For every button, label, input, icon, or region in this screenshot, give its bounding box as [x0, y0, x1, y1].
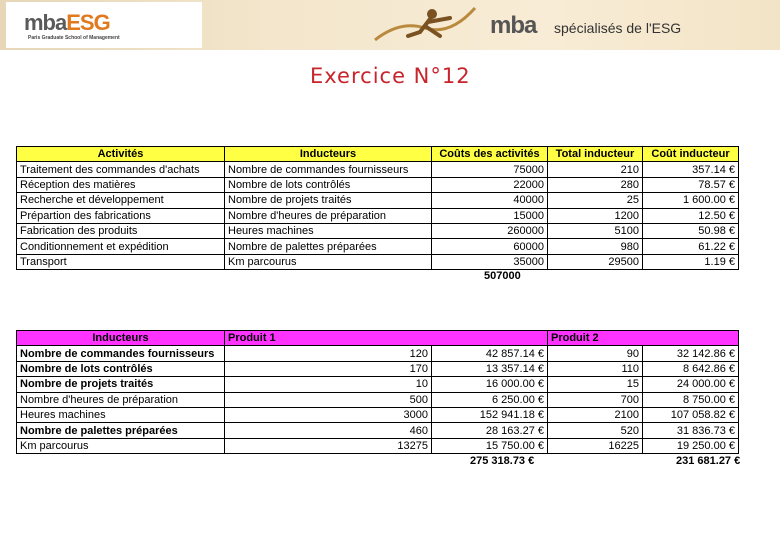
table-row — [17, 193, 739, 208]
table-cell: 260000 — [432, 223, 548, 238]
column-header: Inducteurs — [225, 147, 432, 162]
column-header: Total inducteur — [548, 147, 643, 162]
table-cell: 29500 — [548, 254, 643, 269]
table-cell: 500 — [225, 392, 432, 407]
table-cell: 25 — [548, 193, 643, 208]
table-row — [17, 177, 739, 192]
table-cell: 61.22 € — [643, 239, 739, 254]
header-banner — [0, 0, 780, 50]
table-cell: Fabrication des produits — [17, 223, 225, 238]
table-cell: Nombre de lots contrôlés — [17, 361, 225, 376]
table-cell: 210 — [548, 162, 643, 177]
table-cell: 32 142.86 € — [643, 346, 739, 361]
table-cell: Nombre d'heures de préparation — [17, 392, 225, 407]
table-cell: 50.98 € — [643, 223, 739, 238]
table-row — [17, 407, 739, 422]
table-cell: Traitement des commandes d'achats — [17, 162, 225, 177]
table-row — [17, 162, 739, 177]
table-cell: 42 857.14 € — [432, 346, 548, 361]
column-header: Produit 2 — [548, 331, 739, 346]
table-cell: 107 058.82 € — [643, 407, 739, 422]
brand-mba: mba — [490, 12, 537, 39]
table-cell: 15 750.00 € — [432, 438, 548, 453]
table-row — [17, 208, 739, 223]
table-cell: 28 163.27 € — [432, 423, 548, 438]
activities-table — [16, 146, 739, 270]
page-title: Exercice N°12 — [310, 64, 471, 88]
table-cell: 980 — [548, 239, 643, 254]
table-cell: 75000 — [432, 162, 548, 177]
table-cell: Transport — [17, 254, 225, 269]
table-cell: 16 000.00 € — [432, 377, 548, 392]
table-cell: 2100 — [548, 407, 643, 422]
table-cell: 13 357.14 € — [432, 361, 548, 376]
table-cell: 15 — [548, 377, 643, 392]
table-cell: 152 941.18 € — [432, 407, 548, 422]
table-cell: 78.57 € — [643, 177, 739, 192]
table-row — [17, 377, 739, 392]
table-cell: 520 — [548, 423, 643, 438]
table-cell: 460 — [225, 423, 432, 438]
table-cell: Km parcourus — [225, 254, 432, 269]
table-cell: 6 250.00 € — [432, 392, 548, 407]
table-cell: Nombre de commandes fournisseurs — [17, 346, 225, 361]
table-cell: Prépartion des fabrications — [17, 208, 225, 223]
table-row — [17, 239, 739, 254]
table-cell: 1200 — [548, 208, 643, 223]
product2-total: 231 681.27 € — [676, 455, 741, 467]
brand-label — [486, 10, 700, 40]
table-cell: Nombre de projets traités — [225, 193, 432, 208]
table-cell: Nombre de palettes préparées — [225, 239, 432, 254]
table-cell: 12.50 € — [643, 208, 739, 223]
table-cell: 90 — [548, 346, 643, 361]
table-cell: 1 600.00 € — [643, 193, 739, 208]
table-header-row — [17, 331, 739, 346]
table-cell: Km parcourus — [17, 438, 225, 453]
logo-text: mbaESG — [24, 10, 110, 35]
table-cell: 280 — [548, 177, 643, 192]
table-cell: Heures machines — [17, 407, 225, 422]
table-cell: 40000 — [432, 193, 548, 208]
table-cell: 700 — [548, 392, 643, 407]
table-cell: 5100 — [548, 223, 643, 238]
athlete-image — [370, 0, 480, 50]
table-cell: 1.19 € — [643, 254, 739, 269]
table-cell: 120 — [225, 346, 432, 361]
column-header: Coût inducteur — [643, 147, 739, 162]
column-header: Coûts des activités — [432, 147, 548, 162]
table-cell: 24 000.00 € — [643, 377, 739, 392]
table-cell: 357.14 € — [643, 162, 739, 177]
table-cell: Conditionnement et expédition — [17, 239, 225, 254]
activities-total: 507000 — [484, 270, 521, 282]
table-row — [17, 392, 739, 407]
table-cell: 15000 — [432, 208, 548, 223]
table-cell: 3000 — [225, 407, 432, 422]
table-cell: 8 642.86 € — [643, 361, 739, 376]
product1-total: 275 318.73 € — [470, 455, 535, 467]
table-cell: 10 — [225, 377, 432, 392]
table-cell: Nombre de palettes préparées — [17, 423, 225, 438]
table-header-row — [17, 147, 739, 162]
table-cell: 22000 — [432, 177, 548, 192]
table-row — [17, 346, 739, 361]
table-cell: 60000 — [432, 239, 548, 254]
table-cell: 13275 — [225, 438, 432, 453]
brand-text: spécialisés de l'ESG — [554, 20, 682, 36]
table-row — [17, 438, 739, 453]
table-cell: Nombre d'heures de préparation — [225, 208, 432, 223]
table-row — [17, 423, 739, 438]
table-cell: 110 — [548, 361, 643, 376]
column-header: Inducteurs — [17, 331, 225, 346]
table-cell: 16225 — [548, 438, 643, 453]
table-cell: Nombre de projets traités — [17, 377, 225, 392]
table-cell: Réception des matières — [17, 177, 225, 192]
logo-subtitle: Paris Graduate School of Management — [28, 35, 120, 41]
table-cell: 170 — [225, 361, 432, 376]
table-cell: 19 250.00 € — [643, 438, 739, 453]
table-row — [17, 361, 739, 376]
logo — [6, 2, 202, 48]
table-row — [17, 223, 739, 238]
table-cell: 8 750.00 € — [643, 392, 739, 407]
table-cell: Nombre de commandes fournisseurs — [225, 162, 432, 177]
column-header: Activités — [17, 147, 225, 162]
column-header: Produit 1 — [225, 331, 548, 346]
products-table — [16, 330, 739, 454]
table-cell: 31 836.73 € — [643, 423, 739, 438]
table-cell: Heures machines — [225, 223, 432, 238]
table-cell: Recherche et développement — [17, 193, 225, 208]
table-cell: Nombre de lots contrôlés — [225, 177, 432, 192]
table-row — [17, 254, 739, 269]
table-cell: 35000 — [432, 254, 548, 269]
